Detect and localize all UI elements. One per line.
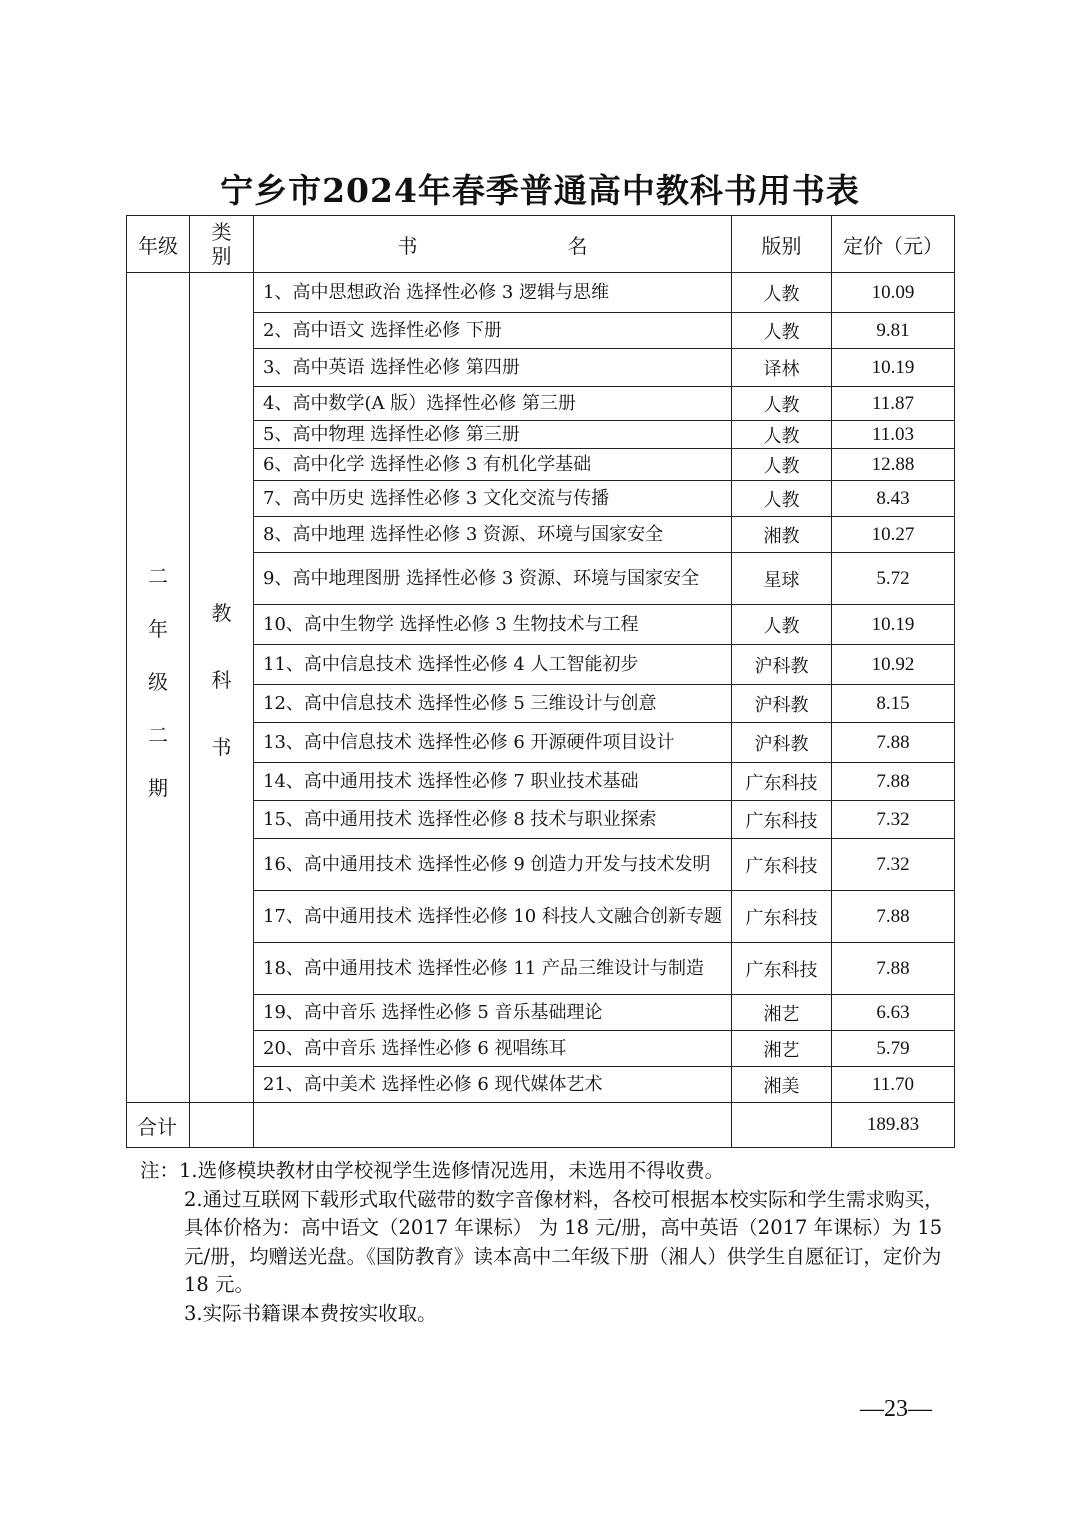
book-price: 7.32 [832, 801, 955, 839]
book-name: 1、高中思想政治 选择性必修 3 逻辑与思维 [254, 273, 732, 313]
header-price: 定价（元） [832, 216, 955, 273]
category-char: 科 [211, 668, 232, 692]
total-value: 189.83 [832, 1103, 955, 1148]
book-name: 9、高中地理图册 选择性必修 3 资源、环境与国家安全 [254, 553, 732, 605]
page-number: —23— [860, 1396, 932, 1422]
book-name: 14、高中通用技术 选择性必修 7 职业技术基础 [254, 763, 732, 801]
book-name: 21、高中美术 选择性必修 6 现代媒体艺术 [254, 1067, 732, 1103]
book-edition: 广东科技 [732, 891, 832, 943]
book-edition: 人教 [732, 449, 832, 481]
book-price: 11.87 [832, 387, 955, 421]
book-price: 8.15 [832, 685, 955, 723]
book-edition: 人教 [732, 387, 832, 421]
book-price: 10.27 [832, 517, 955, 553]
note-3: 3.实际书籍课本费按实收取。 [184, 1301, 437, 1325]
grade-char: 级 [148, 670, 168, 694]
category-cell [190, 273, 254, 1103]
book-name: 17、高中通用技术 选择性必修 10 科技人文融合创新专题 [254, 891, 732, 943]
book-price: 10.19 [832, 349, 955, 387]
empty-cell [732, 1103, 832, 1148]
header-category-line1: 类 [211, 220, 232, 244]
book-name: 15、高中通用技术 选择性必修 8 技术与职业探索 [254, 801, 732, 839]
book-edition: 人教 [732, 481, 832, 517]
book-edition: 星球 [732, 553, 832, 605]
category-char: 教 [211, 601, 232, 625]
book-edition: 广东科技 [732, 801, 832, 839]
book-name: 13、高中信息技术 选择性必修 6 开源硬件项目设计 [254, 723, 732, 763]
book-edition: 广东科技 [732, 839, 832, 891]
header-grade: 年级 [127, 216, 190, 273]
notes [140, 1157, 950, 1328]
book-price: 7.88 [832, 943, 955, 995]
note-2: 2.通过互联网下载形式取代磁带的数字音像材料，各校可根据本校实际和学生需求购买，具体价格为：高中语文（2017 年课标） 为 18 元/册，高中英语（2017 年课标）为 15 元/册，均赠送光盘。《国防教育》读本高中二年级下册（湘人）供学生自愿征订，定价为 18 元。 [184, 1187, 944, 1296]
book-name: 10、高中生物学 选择性必修 3 生物技术与工程 [254, 605, 732, 645]
book-edition: 湘艺 [732, 1031, 832, 1067]
header-category [190, 216, 254, 273]
note-1: 注：1.选修模块教材由学校视学生选修情况选用，未选用不得收费。 [140, 1159, 725, 1182]
book-price: 7.88 [832, 891, 955, 943]
book-name: 11、高中信息技术 选择性必修 4 人工智能初步 [254, 645, 732, 685]
book-edition: 译林 [732, 349, 832, 387]
book-price: 11.70 [832, 1067, 955, 1103]
book-edition: 沪科教 [732, 723, 832, 763]
book-name: 4、高中数学(A 版）选择性必修 第三册 [254, 387, 732, 421]
header-book-name-right: 名 [567, 233, 588, 258]
grade-char: 二 [148, 723, 168, 747]
grade-cell [127, 273, 190, 1103]
book-name: 12、高中信息技术 选择性必修 5 三维设计与创意 [254, 685, 732, 723]
book-edition: 人教 [732, 421, 832, 449]
book-name: 6、高中化学 选择性必修 3 有机化学基础 [254, 449, 732, 481]
book-name: 16、高中通用技术 选择性必修 9 创造力开发与技术发明 [254, 839, 732, 891]
book-edition: 广东科技 [732, 943, 832, 995]
empty-cell [190, 1103, 254, 1148]
book-price: 5.72 [832, 553, 955, 605]
book-price: 7.88 [832, 723, 955, 763]
book-edition: 人教 [732, 605, 832, 645]
header-book-name-left: 书 [397, 233, 418, 258]
page-title: 宁乡市2024年春季普通高中教科书用书表 [220, 171, 860, 210]
book-price: 5.79 [832, 1031, 955, 1067]
book-price: 11.03 [832, 421, 955, 449]
total-label: 合计 [127, 1103, 190, 1148]
book-price: 7.32 [832, 839, 955, 891]
empty-cell [254, 1103, 732, 1148]
textbook-table [126, 215, 955, 1148]
book-edition: 沪科教 [732, 685, 832, 723]
book-price: 8.43 [832, 481, 955, 517]
book-name: 18、高中通用技术 选择性必修 11 产品三维设计与制造 [254, 943, 732, 995]
book-name: 2、高中语文 选择性必修 下册 [254, 313, 732, 349]
book-edition: 沪科教 [732, 645, 832, 685]
grade-char: 期 [148, 776, 168, 800]
grade-char: 二 [148, 564, 168, 588]
category-char: 书 [211, 735, 232, 759]
book-price: 9.81 [832, 313, 955, 349]
book-name: 8、高中地理 选择性必修 3 资源、环境与国家安全 [254, 517, 732, 553]
book-price: 12.88 [832, 449, 955, 481]
header-edition: 版别 [732, 216, 832, 273]
total-row [127, 1103, 955, 1148]
book-price: 10.19 [832, 605, 955, 645]
book-name: 19、高中音乐 选择性必修 5 音乐基础理论 [254, 995, 732, 1031]
header-category-line2: 别 [211, 244, 232, 268]
book-edition: 湘艺 [732, 995, 832, 1031]
book-edition: 湘美 [732, 1067, 832, 1103]
book-edition: 人教 [732, 313, 832, 349]
book-edition: 人教 [732, 273, 832, 313]
table-row [127, 273, 955, 313]
grade-char: 年 [148, 617, 168, 641]
header-book-name [254, 216, 732, 273]
table-header-row [127, 216, 955, 273]
book-name: 3、高中英语 选择性必修 第四册 [254, 349, 732, 387]
book-name: 5、高中物理 选择性必修 第三册 [254, 421, 732, 449]
book-edition: 广东科技 [732, 763, 832, 801]
book-name: 20、高中音乐 选择性必修 6 视唱练耳 [254, 1031, 732, 1067]
book-name: 7、高中历史 选择性必修 3 文化交流与传播 [254, 481, 732, 517]
book-price: 10.09 [832, 273, 955, 313]
book-price: 10.92 [832, 645, 955, 685]
book-price: 6.63 [832, 995, 955, 1031]
book-price: 7.88 [832, 763, 955, 801]
book-edition: 湘教 [732, 517, 832, 553]
